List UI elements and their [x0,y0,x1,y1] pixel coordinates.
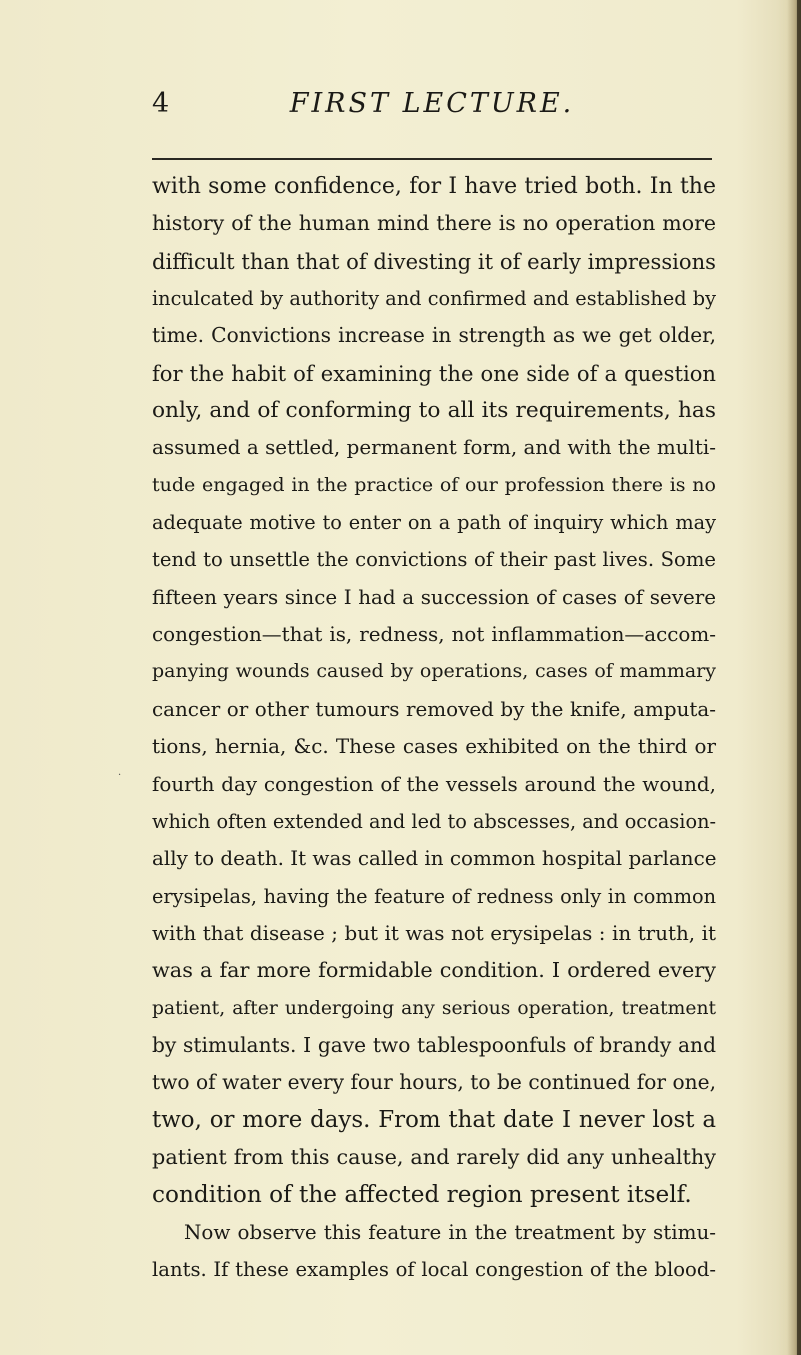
text-line: patient from this cause, and rarely did any unhealthy [152,1144,716,1169]
text-line: adequate motive to enter on a path of inquiry which may [152,511,716,535]
text-line: patient, after undergoing any serious operation, treatment [152,997,716,1019]
text-line: by stimulants. I gave two tablespoonfuls of brandy and [152,1032,716,1057]
text-line: inculcated by authority and confirmed and established by [152,287,716,311]
text-line: which often extended and led to abscesses, and occasion- [152,809,716,833]
text-line: was a far more formidable condition. I ordered every [152,958,716,983]
text-line: time. Convictions increase in strength as we get older, [152,323,716,348]
text-line: lants. If these examples of local congestion of the blood- [152,1257,716,1281]
text-line: with some confidence, for I have tried both. In the [152,174,716,199]
text-line: two, or more days. From that date I never lost a [152,1106,716,1133]
text-line: Now observe this feature in the treatment by stimu- [184,1220,716,1244]
text-line: congestion—that is, redness, not inflammation—accom- [152,623,716,647]
body-text [152,168,716,1288]
page-edge [797,0,801,1355]
text-line: assumed a settled, permanent form, and with the multi- [152,436,716,460]
text-line: cancer or other tumours removed by the knife, amputa- [152,697,716,721]
page-number: 4 [152,88,170,119]
text-line: tend to unsettle the convictions of their past lives. Some [152,548,716,572]
text-line: erysipelas, having the feature of redness only in common [152,884,716,908]
text-line: condition of the affected region present itself. [152,1181,692,1209]
running-title: FIRST LECTURE. [289,88,575,119]
text-line: fourth day congestion of the vessels around the wound, [152,772,716,796]
text-line: with that disease ; but it was not erysipelas : in truth, it [152,921,716,945]
text-line: only, and of conforming to all its requirements, has [152,398,716,424]
text-line: two of water every four hours, to be continued for one, [152,1070,716,1095]
text-line: ally to death. It was called in common hospital parlance [152,847,717,871]
text-line: panying wounds caused by operations, cases of mammary [152,660,716,683]
margin-mark: · [118,770,122,781]
header-rule [152,158,712,160]
text-line: for the habit of examining the one side of a question [152,360,716,386]
text-line: tude engaged in the practice of our profession there is no [152,473,716,496]
text-line: fifteen years since I had a succession of cases of severe [152,585,716,609]
page-header [152,88,712,128]
text-line: difficult than that of divesting it of early impressions [152,248,716,274]
text-line: tions, hernia, &c. These cases exhibited on the third or [152,735,716,759]
text-line: history of the human mind there is no operation more [152,211,716,236]
